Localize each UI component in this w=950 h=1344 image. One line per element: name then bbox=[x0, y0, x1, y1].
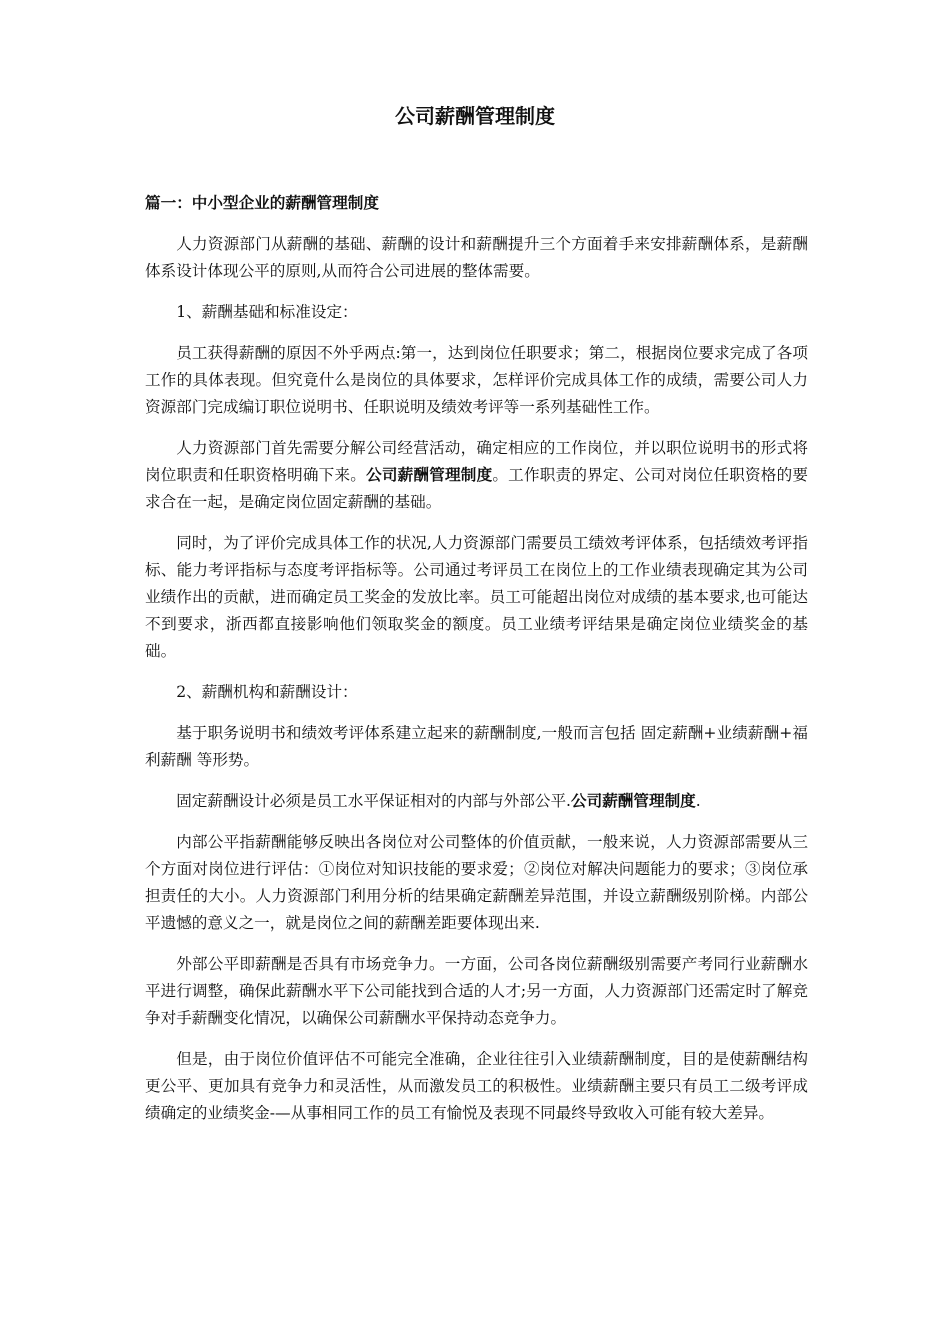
paragraph-text: 固定薪酬设计必须是员工水平保证相对的内部与外部公平. bbox=[176, 792, 571, 810]
paragraph-text: 。工作职责的界定、公司对岗位任职资格的要求合在一起，是确定岗位固定薪酬的基础。 bbox=[145, 466, 808, 511]
document-title: 公司薪酬管理制度 bbox=[395, 104, 555, 128]
section-heading: 篇一：中小型企业的薪酬管理制度 bbox=[145, 194, 379, 212]
paragraph-text: 外部公平即薪酬是否具有市场竞争力。一方面，公司各岗位薪酬级别需要产考同行业薪酬水平进行调整，确保此薪酬水平下公司能找到合适的人才;另一方面，人力资源部门还需定时了解竞争对手薪酬变化情况，以确保公司薪酬水平保持动态竞争力。 bbox=[145, 955, 808, 1027]
paragraph-text: 人力资源部门首先需要分解公司经营活动，确定相应的工作岗位，并以职位说明书的形式将岗位职责和任职资格明确下来。 bbox=[145, 439, 808, 484]
paragraph-text: 基于职务说明书和绩效考评体系建立起来的薪酬制度,一般而言包括 固定薪酬+业绩薪酬+福利薪酬 等形势。 bbox=[145, 724, 808, 769]
paragraph-external-fairness bbox=[145, 951, 808, 1032]
paragraph-performance-pay bbox=[145, 1046, 808, 1127]
bold-keyword: 公司薪酬管理制度 bbox=[366, 466, 493, 484]
paragraph-internal-fairness bbox=[145, 829, 808, 937]
bold-keyword: 公司薪酬管理制度 bbox=[571, 792, 696, 810]
paragraph-intro bbox=[145, 231, 808, 285]
paragraph-job-analysis bbox=[145, 435, 808, 516]
paragraph-text: 员工获得薪酬的原因不外乎两点:第一，达到岗位任职要求；第二，根据岗位要求完成了各项工作的具体表现。但究竟什么是岗位的具体要求，怎样评价完成具体工作的成绩，需要公司人力资源部门完成编订职位说明书、任职说明及绩效考评等一系列基础性工作。 bbox=[145, 344, 808, 416]
subheading-salary-design bbox=[145, 679, 808, 706]
paragraph-text: 1、薪酬基础和标准设定： bbox=[176, 303, 358, 321]
paragraph-text: 内部公平指薪酬能够反映出各岗位对公司整体的价值贡献，一般来说，人力资源部需要从三个方面对岗位进行评估：①岗位对知识技能的要求爱；②岗位对解决问题能力的要求；③岗位承担责任的大小。人力资源部门利用分析的结果确定薪酬差异范围，并设立薪酬级别阶梯。内部公平遗憾的意义之一，就是岗位之间的薪酬差距要体现出来. bbox=[145, 833, 808, 932]
paragraph-text: 2、薪酬机构和薪酬设计： bbox=[176, 683, 358, 701]
paragraph-text: 但是，由于岗位价值评估不可能完全准确，企业往往引入业绩薪酬制度，目的是使薪酬结构更公平、更加具有竞争力和灵活性，从而激发员工的积极性。业绩薪酬主要只有员工二级考评成绩确定的业绩奖金-—从事相同工作的员工有愉悦及表现不同最终导致收入可能有较大差异。 bbox=[145, 1050, 808, 1122]
paragraph-text: . bbox=[695, 792, 701, 810]
paragraph-fixed-salary bbox=[145, 788, 808, 815]
subheading-salary-basis bbox=[145, 299, 808, 326]
paragraph-salary-forms bbox=[145, 720, 808, 774]
paragraph-text: 人力资源部门从薪酬的基础、薪酬的设计和薪酬提升三个方面着手来安排薪酬体系，是薪酬体系设计体现公平的原则,从而符合公司进展的整体需要。 bbox=[145, 235, 808, 280]
paragraph-text: 同时，为了评价完成具体工作的状况,人力资源部门需要员工绩效考评体系，包括绩效考评指标、能力考评指标与态度考评指标等。公司通过考评员工在岗位上的工作业绩表现确定其为公司业绩作出的贡献，进而确定员工奖金的发放比率。员工可能超出岗位对成绩的基本要求,也可能达不到要求，浙西都直接影响他们领取奖金的额度。员工业绩考评结果是确定岗位业绩奖金的基础。 bbox=[145, 534, 808, 660]
paragraph-performance-system bbox=[145, 530, 808, 665]
paragraph-salary-reasons bbox=[145, 340, 808, 421]
document-body bbox=[145, 190, 808, 1141]
